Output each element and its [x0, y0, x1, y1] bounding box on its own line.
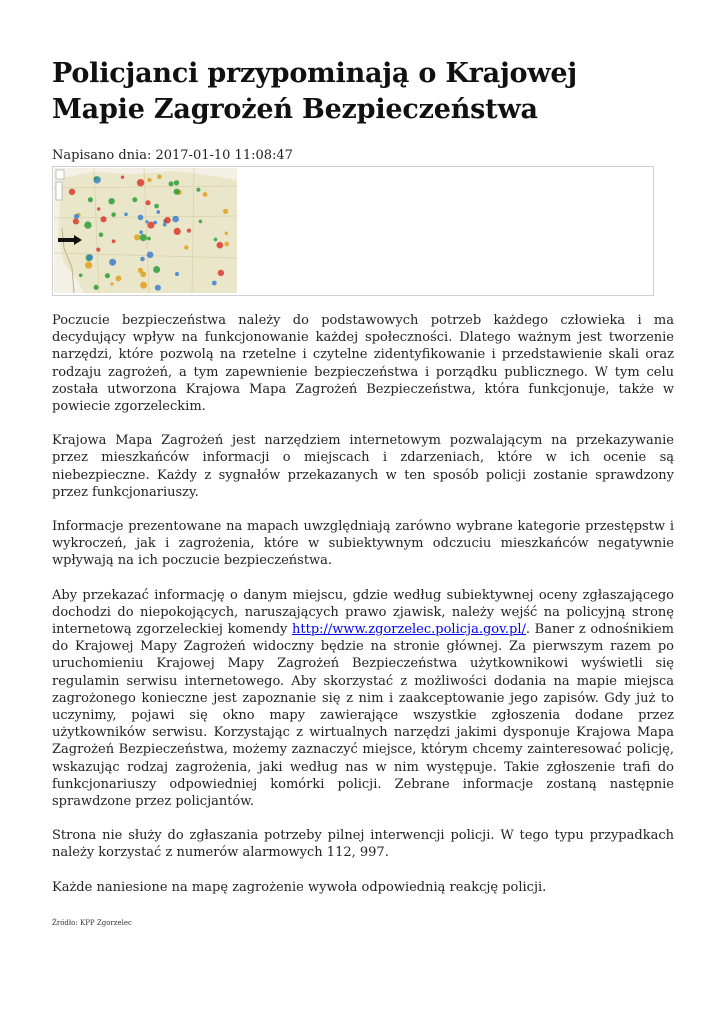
paragraph-6: Każde naniesione na mapę zagrożenie wywoła odpowiednią reakcję policji.	[52, 879, 547, 895]
paragraph-2: Krajowa Mapa Zagrożeń jest narzędziem internetowym pozwalającym na przekazywanie przez mieszkańców informacji o miejscach i zdarzeniach, które w ich ocenie są niebezpieczne. Każdy z sygnałów przekazanych w ten sposób policji zostanie sprawdzony przez funkcjonariuszy.	[52, 433, 674, 500]
source-note: Źródło: KPP Zgorzelec	[52, 918, 132, 927]
paragraph-4-text-b: . Baner z odnośnikiem do Krajowej Mapy Zagrożeń widoczny będzie na stronie głównej. Za pierwszym razem po uruchomieniu Krajowej Mapy Zagrożeń Bezpieczeństwa użytkownikowi wyświetli się regulamin serwisu internetowego. Aby skorzystać z możliwości dodania na mapie miejsca zagrożonego konieczne jest zapoznanie się z nim i zaakceptowanie jego zapisów. Gdy już to uczynimy, pojawi się okno mapy zawierające wszystkie zgłoszenia dodane przez użytkowników serwisu. Korzystając z wirtualnych narzędzi jakimi dysponuje Krajowa Mapa Zagrożeń Bezpieczeństwa, możemy zaznaczyć miejsce, którym chcemy zainteresować policję, wskazując rodzaj zagrożenia, jaki według nas w nim występuje. Takie zgłoszenie trafi do funkcjonariuszy odpowiedniej komórki policji. Zebrane informacje zostaną następnie sprawdzone przez policjantów.	[52, 622, 674, 810]
map-screenshot-icon[interactable]	[54, 168, 237, 293]
police-website-link[interactable]: http://www.zgorzelec.policja.gov.pl/	[292, 622, 526, 638]
paragraph-1: Poczucie bezpieczeństwa należy do podstawowych potrzeb każdego człowieka i ma decydujący wpływ na funkcjonowanie każdej społeczności. Dlatego ważnym jest tworzenie narzędzi, które pozwolą na rzetelne i czytelne zidentyfikowanie i przedstawienie skali oraz rodzaju zagrożeń, a tym zapewnienie bezpieczeństwa i porządku publicznego. W tym celu została utworzona Krajowa Mapa Zagrożeń Bezpieczeństwa, która funkcjonuje, także w powiecie zgorzeleckim.	[52, 313, 674, 415]
paragraph-5: Strona nie służy do zgłaszania potrzeby pilnej interwencji policji. W tego typu przypadkach należy korzystać z numerów alarmowych 112, 997.	[52, 828, 674, 861]
paragraph-4-text-a: Aby przekazać informację o danym miejscu, gdzie według subiektywnej oceny zgłaszającego dochodzi do niepokojących, naruszających prawo zjawisk, należy wejść na policyjną stronę internetową zgorzeleckiej komendy	[52, 587, 674, 638]
article	[52, 0, 674, 927]
paragraph-3: Informacje prezentowane na mapach uwzględniają zarówno wybrane kategorie przestępstw i wykroczeń, jak i zagrożenia, które w subiektywnym odczuciu mieszkańców negatywnie wpływają na ich poczucie bezpieczeństwa.	[52, 519, 674, 569]
article-title: Policjanci przypominają o Krajowej Mapie Zagrożeń Bezpieczeństwa	[52, 58, 577, 125]
publish-date: Napisano dnia: 2017-01-10 11:08:47	[52, 148, 293, 163]
article-image-frame	[52, 166, 654, 296]
paragraph-4	[52, 587, 674, 811]
